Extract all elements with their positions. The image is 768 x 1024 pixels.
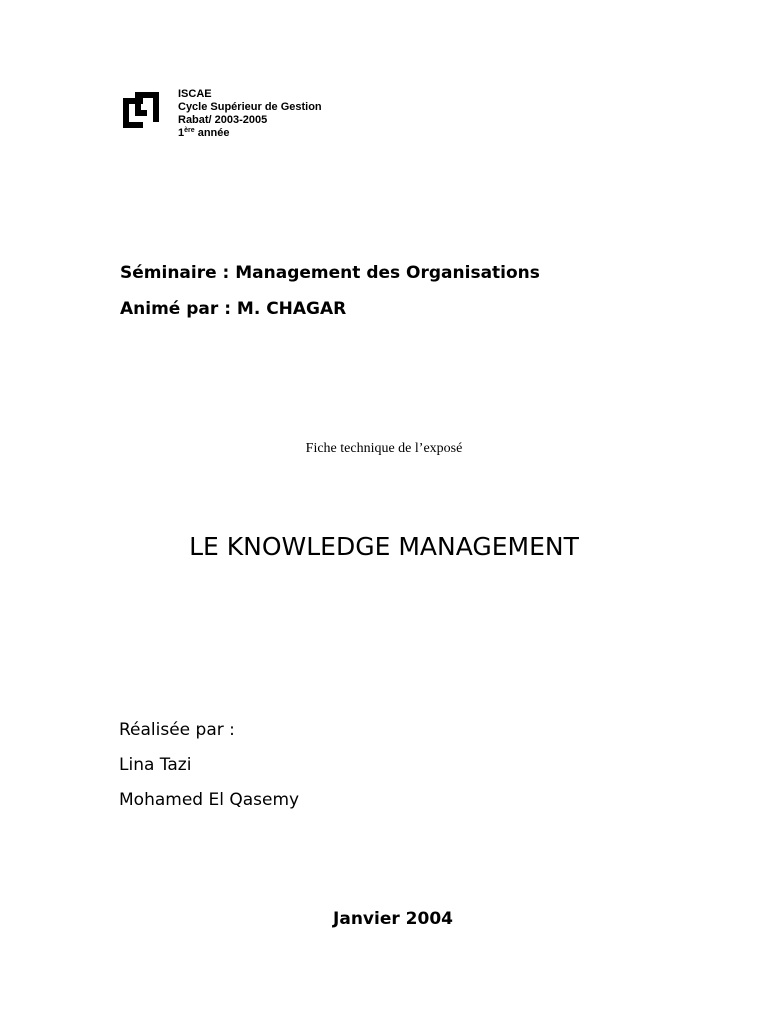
seminar-line: Séminaire : Management des Organisations bbox=[120, 263, 540, 283]
year-word: année bbox=[197, 127, 230, 139]
year-number: 1 bbox=[178, 127, 185, 139]
author-name: Mohamed El Qasemy bbox=[119, 790, 300, 810]
institution-name: ISCAE bbox=[178, 88, 212, 100]
year-superscript: ère bbox=[184, 127, 195, 134]
institution-block bbox=[178, 88, 322, 140]
animator-line: Animé par : M. CHAGAR bbox=[120, 299, 347, 319]
iscae-logo-icon bbox=[121, 90, 161, 130]
authors-intro: Réalisée par : bbox=[119, 720, 235, 740]
document-subtitle: Fiche technique de l’exposé bbox=[305, 441, 463, 456]
authors-block bbox=[119, 713, 299, 818]
program-name: Cycle Supérieur de Gestion bbox=[178, 101, 322, 113]
document-title: LE KNOWLEDGE MANAGEMENT bbox=[189, 532, 579, 561]
study-year bbox=[178, 127, 322, 140]
document-date: Janvier 2004 bbox=[333, 909, 453, 929]
location-years: Rabat/ 2003-2005 bbox=[178, 114, 268, 126]
author-name: Lina Tazi bbox=[119, 755, 192, 775]
